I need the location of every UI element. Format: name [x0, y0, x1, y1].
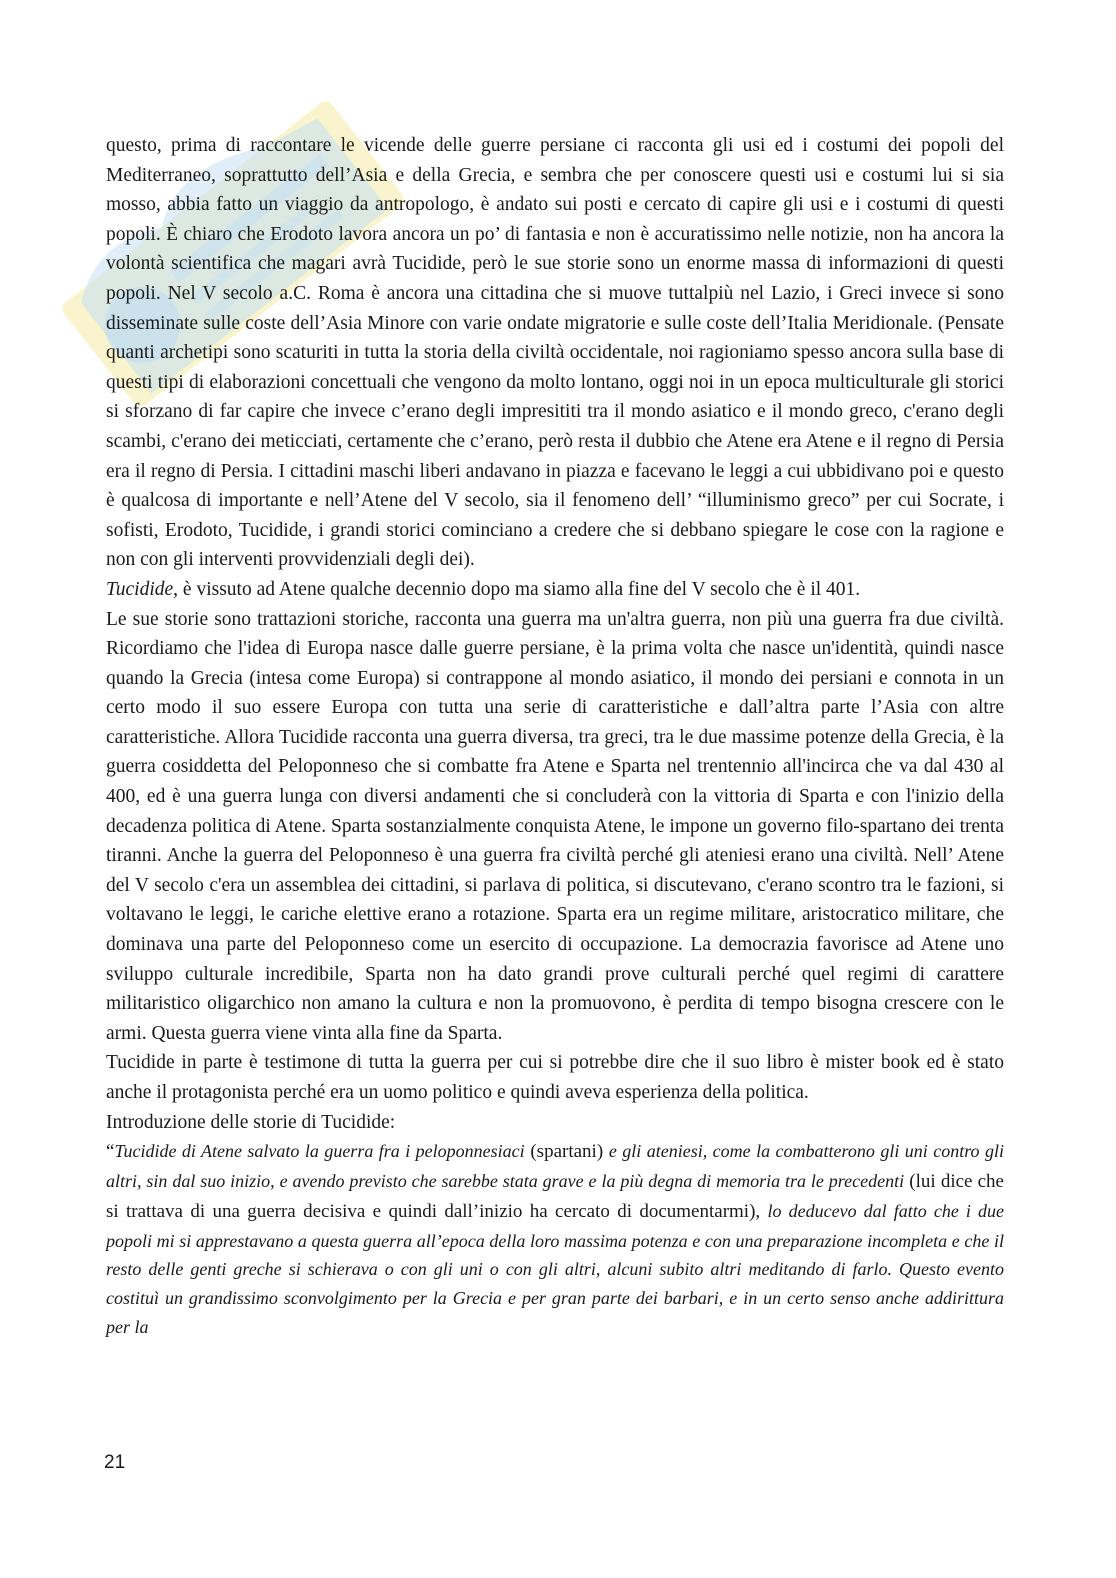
- paragraph-testimone: Tucidide in parte è testimone di tutta la guerra per cui si potrebbe dire che il suo libro è mister book ed è stato anche il protagonista perché era un uomo politico e quindi aveva esperienza della politica.: [106, 1052, 1004, 1103]
- intro-line: Introduzione delle storie di Tucidide:: [106, 1111, 396, 1133]
- quote-part-1: Tucidide di Atene salvato la guerra fra i peloponnesiaci: [114, 1141, 525, 1162]
- page-number: 21: [104, 1452, 126, 1473]
- tucidide-rest: , è vissuto ad Atene qualche decennio dopo ma siamo alla fine del V secolo che è il 401.: [173, 578, 861, 600]
- quote-part-2: (spartani): [524, 1141, 609, 1163]
- paragraph-tucidide-intro: [106, 575, 1004, 605]
- tucidide-name: Tucidide: [106, 578, 174, 600]
- quote-part-3: e gli ateniesi, come la combatterono gli uni contro gli altri, sin dal suo inizio, e avendo previsto che sarebbe stata grave e la più degna di memoria tra le precedenti: [106, 1141, 1004, 1191]
- document-body: [106, 131, 1004, 1342]
- paragraph-peloponneso: Le sue storie sono trattazioni storiche, racconta una guerra ma un'altra guerra, non più una guerra fra due civiltà. Ricordiamo che l'idea di Europa nasce dalle guerre persiane, è la prima volta che nasce un'identità, quindi nasce quando la Grecia (intesa come Europa) si contrappone al mondo asiatico, il mondo dei persiani e connota in un certo modo il suo essere Europa con tutta una serie di caratteristiche e dall’altra parte l’Asia con altre caratteristiche. Allora Tucidide racconta una guerra diversa, tra greci, tra le due massime potenze della Grecia, è la guerra cosiddetta del Peloponneso che si combatte fra Atene e Sparta nel trentennio all'incirca che va dal 430 al 400, ed è una guerra lunga con diversi andamenti che si concluderà con la vittoria di Sparta e con l'inizio della decadenza politica di Atene. Sparta sostanzialmente conquista Atene, le impone un governo filo-spartano dei trenta tiranni. Anche la guerra del Peloponneso è una guerra fra civiltà perché gli ateniesi erano una civiltà. Nell’ Atene del V secolo c'era un assemblea dei cittadini, si parlava di politica, si discutevano, c'erano scontro tra le fazioni, si voltavano le leggi, le cariche elettive erano a rotazione. Sparta era un regime militare, aristocratico militare, che dominava una parte del Peloponneso come un esercito di occupazione. La democrazia favorisce ad Atene uno sviluppo culturale incredibile, Sparta non ha dato grandi prove culturali perché quel regimi di carattere militaristico oligarchico non amano la cultura e non la promuovono, è perdita di tempo bisogna crescere con le armi. Questa guerra viene vinta alla fine da Sparta.: [106, 608, 1004, 1044]
- quote-part-4: (lui dice che si trattava di una guerra decisiva e quindi dall’inizio ha cercato di documentarmi),: [106, 1170, 1004, 1222]
- quote-part-5: lo deducevo dal fatto che i due popoli mi si apprestavano a questa guerra all’epoca della loro massima potenza e con una preparazione incompleta e che il resto delle genti greche si schierava o con gli uni o con gli altri, alcuni subito altri meditando di farlo. Questo evento costituì un grandissimo sconvolgimento per la Grecia e per gran parte dei barbari, e in un certo senso anche addirittura per la: [106, 1200, 1004, 1337]
- quote-block: [106, 1137, 1004, 1342]
- paragraph-erodoto: questo, prima di raccontare le vicende delle guerre persiane ci racconta gli usi ed i costumi dei popoli del Mediterraneo, soprattutto dell’Asia e della Grecia, e sembra che per conoscere questi usi e costumi lui si sia mosso, abbia fatto un viaggio da antropologo, è andato sui posti e cercato di capire gli usi e i costumi di questi popoli. È chiaro che Erodoto lavora ancora un po’ di fantasia e non è accuratissimo nelle notizie, non ha ancora la volontà scientifica che magari avrà Tucidide, però le sue storie sono un enorme massa di informazioni di questi popoli. Nel V secolo a.C. Roma è ancora una cittadina che si muove tuttalpiù nel Lazio, i Greci invece si sono disseminate sulle coste dell’Asia Minore con varie ondate migratorie e sulle coste dell’Italia Meridionale. (Pensate quanti archetipi sono scaturiti in tutta la storia della civiltà occidentale, noi ragioniamo spesso ancora sulla base di questi tipi di elaborazioni concettuali che vengono da molto lontano, oggi noi in un epoca multiculturale gli storici si sforzano di far capire che invece c’erano degli impresititi tra il mondo asiatico e il mondo greco, c'erano degli scambi, c'erano dei meticciati, certamente che c’erano, però resta il dubbio che Atene era Atene e il regno di Persia era il regno di Persia. I cittadini maschi liberi andavano in piazza e facevano le leggi a cui ubbidivano poi e questo è qualcosa di importante e nell’Atene del V secolo, sia il fenomeno dell’ “illuminismo greco” per cui Socrate, i sofisti, Erodoto, Tucidide, i grandi storici cominciano a credere che si debbano spiegare le cose con la ragione e non con gli interventi provvidenziali degli dei).: [106, 135, 1004, 571]
- quote-open-mark: “: [106, 1141, 115, 1163]
